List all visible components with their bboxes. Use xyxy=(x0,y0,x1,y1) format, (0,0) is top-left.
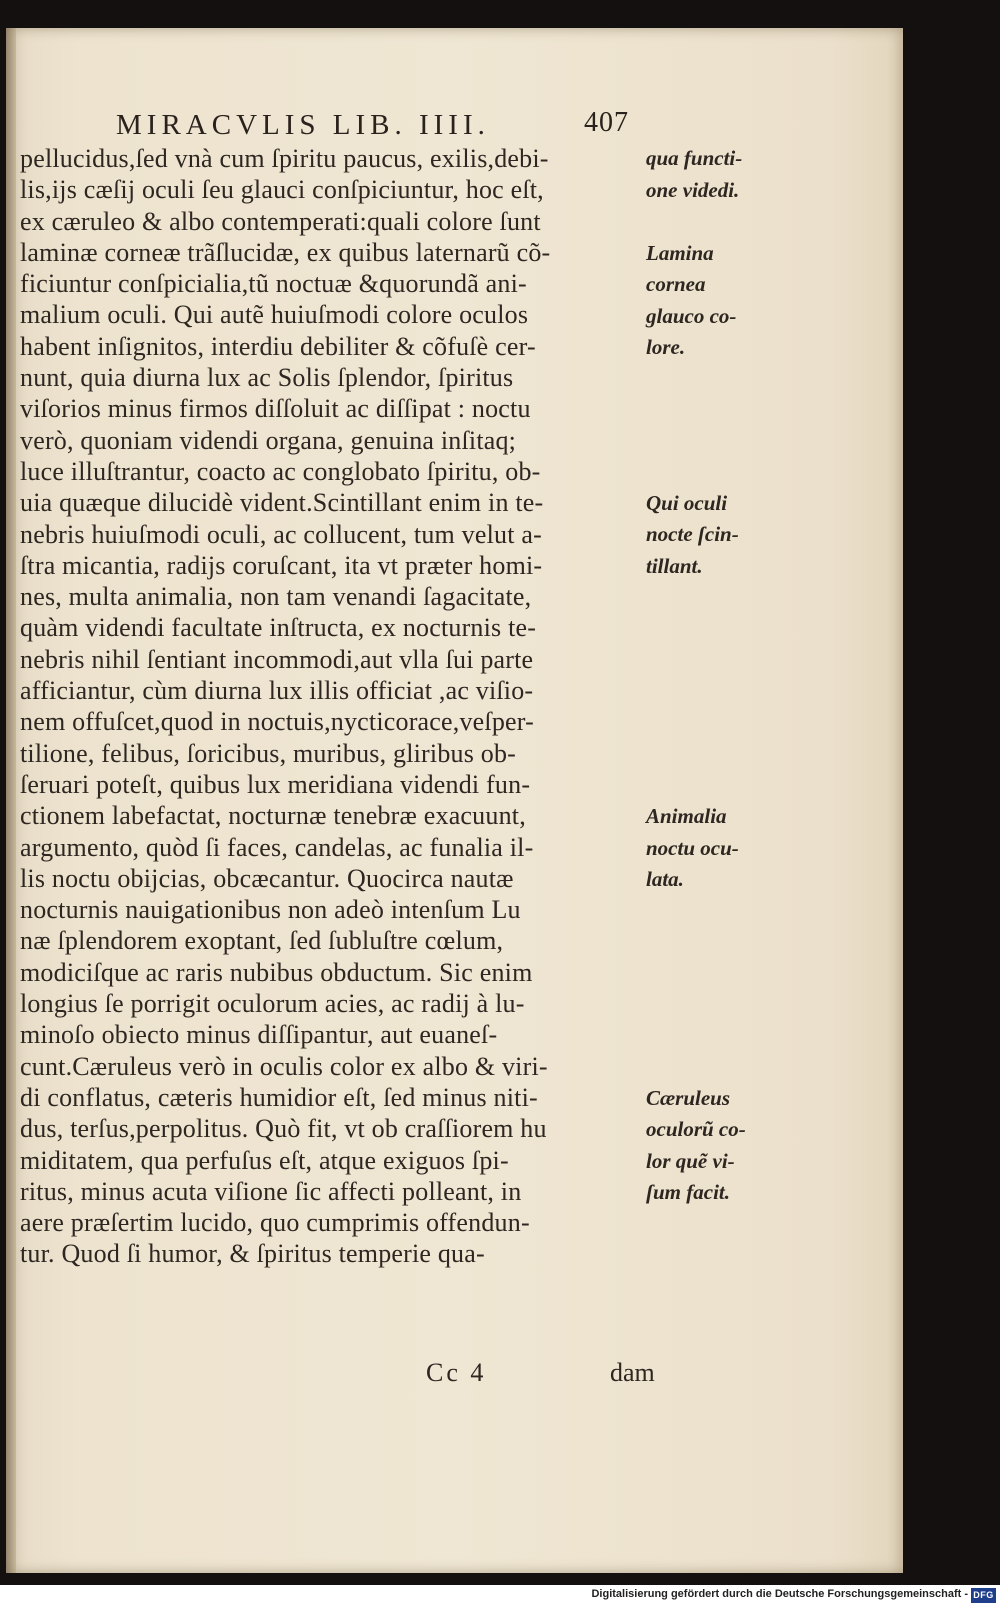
text-line: ſtra micantia, radijs coruſcant, ita vt præter homi- xyxy=(20,550,543,580)
text-line: habent inſignitos, interdiu debiliter & cõfuſè cer- xyxy=(20,331,536,361)
text-line: uia quæque dilucidè vident.Scintillant enim in te- xyxy=(20,488,544,518)
marginal-note: Qui oculi xyxy=(646,491,728,515)
text-line: di conflatus, cæteris humidior eſt, ſed minus niti- xyxy=(20,1082,538,1112)
text-line: dus, terſus,perpolitus. Quò fit, vt ob craſſiorem hu xyxy=(20,1114,547,1144)
marginal-note: ſum facit. xyxy=(646,1180,730,1204)
text-line: ritus, minus acuta viſione ſic affecti polleant, in xyxy=(20,1176,522,1206)
text-line: ſeruari poteſt, quibus lux meridiana videndi fun- xyxy=(20,769,531,799)
text-line: laminæ corneæ trãſlucidæ, ex quibus laternarũ cõ- xyxy=(20,237,551,267)
text-line: afficiantur, cùm diurna lux illis officiat ,ac viſio- xyxy=(20,676,534,706)
text-line: quàm videndi facultate inſtructa, ex nocturnis te- xyxy=(20,613,537,643)
text-line: viſorios minus firmos diſſoluit ac diſſipat : noctu xyxy=(20,394,531,424)
marginal-note: noctu ocu- xyxy=(646,836,739,860)
marginal-note: tillant. xyxy=(646,554,703,578)
text-line: nem offuſcet,quod in noctuis,nycticorace,veſper- xyxy=(20,707,534,737)
dfg-logo: DFG xyxy=(971,1588,996,1603)
marginal-note: Lamina xyxy=(646,241,714,265)
marginal-note: qua functi- xyxy=(646,146,743,170)
text-line: aere præſertim lucido, quo cumprimis offendun- xyxy=(20,1208,530,1238)
text-line: nes, multa animalia, non tam venandi ſagacitate, xyxy=(20,582,532,612)
marginal-note: lore. xyxy=(646,335,686,359)
funding-credit: Digitalisierung gefördert durch die Deutsche Forschungsgemeinschaft - xyxy=(591,1588,968,1600)
text-line: miditatem, qua perfuſus eſt, atque exiguos ſpi- xyxy=(20,1145,509,1175)
text-line: lis noctu obijcias, obcæcantur. Quocirca nautæ xyxy=(20,863,514,893)
text-line: nunt, quia diurna lux ac Solis ſplendor, ſpiritus xyxy=(20,363,514,393)
marginal-note: lata. xyxy=(646,867,684,891)
page-number: 407 xyxy=(584,107,629,138)
text-line: cunt.Cæruleus verò in oculis color ex albo & viri- xyxy=(20,1051,548,1081)
text-line: ctionem labefactat, nocturnæ tenebræ exacuunt, xyxy=(20,801,526,831)
marginal-note: oculorũ co- xyxy=(646,1117,746,1141)
marginal-note: one videdi. xyxy=(646,178,740,202)
marginal-note: Animalia xyxy=(646,804,727,828)
text-line: malium oculi. Qui autẽ huiuſmodi colore oculos xyxy=(20,300,529,330)
text-line: verò, quoniam videndi organa, genuina inſitaq; xyxy=(20,425,517,455)
text-line: næ ſplendorem exoptant, ſed ſubluſtre cœlum, xyxy=(20,926,504,956)
running-title: MIRACVLIS LIB. IIII. xyxy=(116,109,490,141)
text-line: pellucidus,ſed vnà cum ſpiritu paucus, exilis,debi- xyxy=(20,144,549,173)
text-line: minoſo obiecto minus diſſipantur, aut euaneſ- xyxy=(20,1020,498,1050)
text-line: tur. Quod ſi humor, & ſpiritus temperie qua- xyxy=(20,1239,485,1269)
marginal-note: lor quẽ vi- xyxy=(646,1149,735,1173)
text-line: tilione, felibus, ſoricibus, muribus, gliribus ob- xyxy=(20,738,517,768)
page-gutter-shadow xyxy=(6,28,16,1573)
text-line: ficiuntur conſpicialia,tũ noctuæ &quorundã ani- xyxy=(20,269,527,299)
signature-line xyxy=(6,1358,686,1392)
text-line: lis,ijs cæſij oculi ſeu glauci conſpiciuntur, hoc eſt, xyxy=(20,175,544,205)
text-line: modiciſque ac raris nubibus obductum. Sic enim xyxy=(20,957,533,987)
text-line: ex cæruleo & albo contemperati:quali colore ſunt xyxy=(20,206,541,236)
catchword: dam xyxy=(610,1358,655,1387)
marginal-note: nocte ſcin- xyxy=(646,522,739,546)
text-line: nocturnis nauigationibus non adeò intenſum Lu xyxy=(20,895,521,925)
marginal-note: cornea xyxy=(646,272,706,296)
digitization-footer xyxy=(0,1585,1000,1607)
main-text-block xyxy=(20,143,660,1270)
text-line: nebris huiuſmodi oculi, ac collucent, tum velut a- xyxy=(20,519,542,549)
marginal-note: glauco co- xyxy=(646,304,737,328)
book-page xyxy=(6,28,903,1573)
text-line: luce illuſtrantur, coacto ac conglobato ſpiritu, ob- xyxy=(20,456,541,486)
text-line: nebris nihil ſentiant incommodi,aut vlla ſui parte xyxy=(20,644,534,674)
text-line: longius ſe porrigit oculorum acies, ac radij à lu- xyxy=(20,989,525,1019)
signature-mark: Cc 4 xyxy=(426,1358,487,1387)
text-line: argumento, quòd ſi faces, candelas, ac funalia il- xyxy=(20,832,534,862)
marginal-note: Cæruleus xyxy=(646,1086,731,1110)
